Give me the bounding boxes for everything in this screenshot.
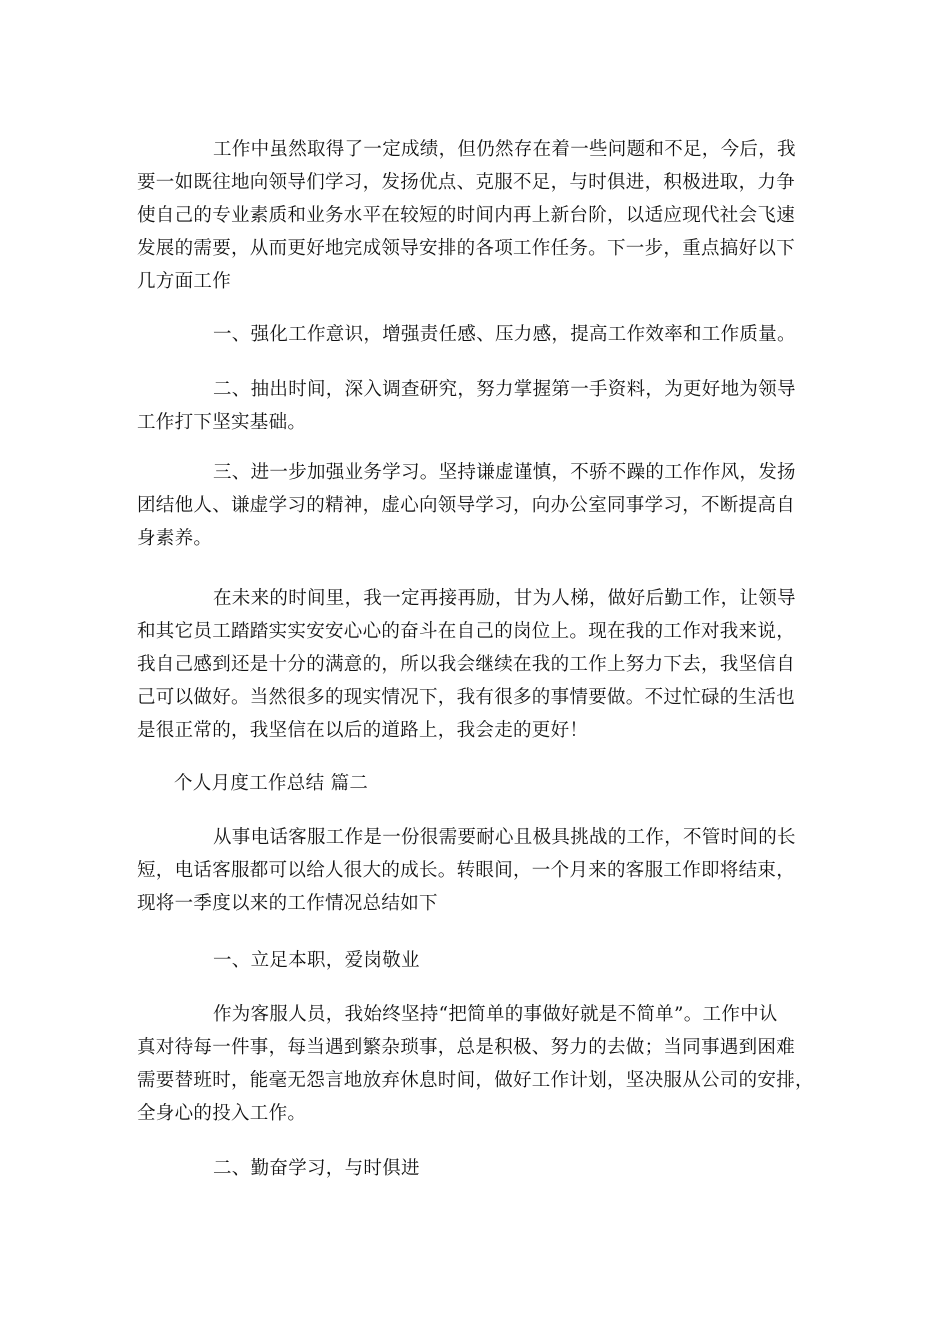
text-line: 使自己的专业素质和业务水平在较短的时间内再上新台阶，以适应现代社会飞速 [137,205,796,226]
paragraph-item-1 [137,318,817,351]
text-line: 一、立足本职，爱岗敬业 [213,950,420,971]
text-line: 一、强化工作意识，增强责任感、压力感，提高工作效率和工作质量。 [213,324,796,345]
paragraph-item-3 [137,456,817,555]
text-line: 三、进一步加强业务学习。坚持谦虚谨慎，不骄不躁的工作作风，发扬 [213,462,796,483]
text-line: 是很正常的，我坚信在以后的道路上，我会走的更好！ [137,720,589,741]
text-line: 二、勤奋学习，与时俱进 [213,1158,420,1179]
paragraph-item-2 [137,373,817,439]
text-line: 己可以做好。当然很多的现实情况下，我有很多的事情要做。不过忙碌的生活也 [137,687,796,708]
text-line: 工作中虽然取得了一定成绩，但仍然存在着一些问题和不足，今后，我 [213,139,796,160]
text-line: 短，电话客服都可以给人很大的成长。转眼间，一个月来的客服工作即将结束， [137,860,796,881]
paragraph-dedication [137,998,817,1130]
text-line: 需要替班时，能毫无怨言地放弃休息时间，做好工作计划，坚决服从公司的安排， [137,1070,814,1091]
paragraph-subheading-2 [137,1152,817,1185]
text-line: 身素养。 [137,528,213,549]
text-line: 工作打下坚实基础。 [137,412,307,433]
text-line: 和其它员工踏踏实实安安心心的奋斗在自己的岗位上。现在我的工作对我来说， [137,621,796,642]
text-line: 几方面工作 [137,271,232,292]
paragraph-intro [137,133,817,298]
paragraph-subheading-1 [137,944,817,977]
text-line: 全身心的投入工作。 [137,1103,307,1124]
text-line: 真对待每一件事，每当遇到繁杂琐事，总是积极、努力的去做；当同事遇到困难 [137,1037,796,1058]
text-line: 要一如既往地向领导们学习，发扬优点、克服不足，与时俱进，积极进取，力争 [137,172,796,193]
paragraph-future [137,582,817,747]
text-line: 发展的需要，从而更好地完成领导安排的各项工作任务。下一步，重点搞好以下 [137,238,796,259]
text-line: 在未来的时间里，我一定再接再励，甘为人梯，做好后勤工作，让领导 [213,588,796,609]
text-line: 二、抽出时间，深入调查研究，努力掌握第一手资料，为更好地为领导 [213,379,796,400]
text-line: 团结他人、谦虚学习的精神，虚心向领导学习，向办公室同事学习，不断提高自 [137,495,796,516]
paragraph-customer-service [137,821,817,920]
text-line: 从事电话客服工作是一份很需要耐心且极具挑战的工作，不管时间的长 [213,827,796,848]
section-heading [137,767,817,800]
text-line: 作为客服人员，我始终坚持“把简单的事做好就是不简单”。工作中认 [213,1004,778,1025]
text-line: 现将一季度以来的工作情况总结如下 [137,893,438,914]
text-line: 我自己感到还是十分的满意的，所以我会继续在我的工作上努力下去，我坚信自 [137,654,796,675]
section-title: 个人月度工作总结 篇二 [174,773,369,794]
